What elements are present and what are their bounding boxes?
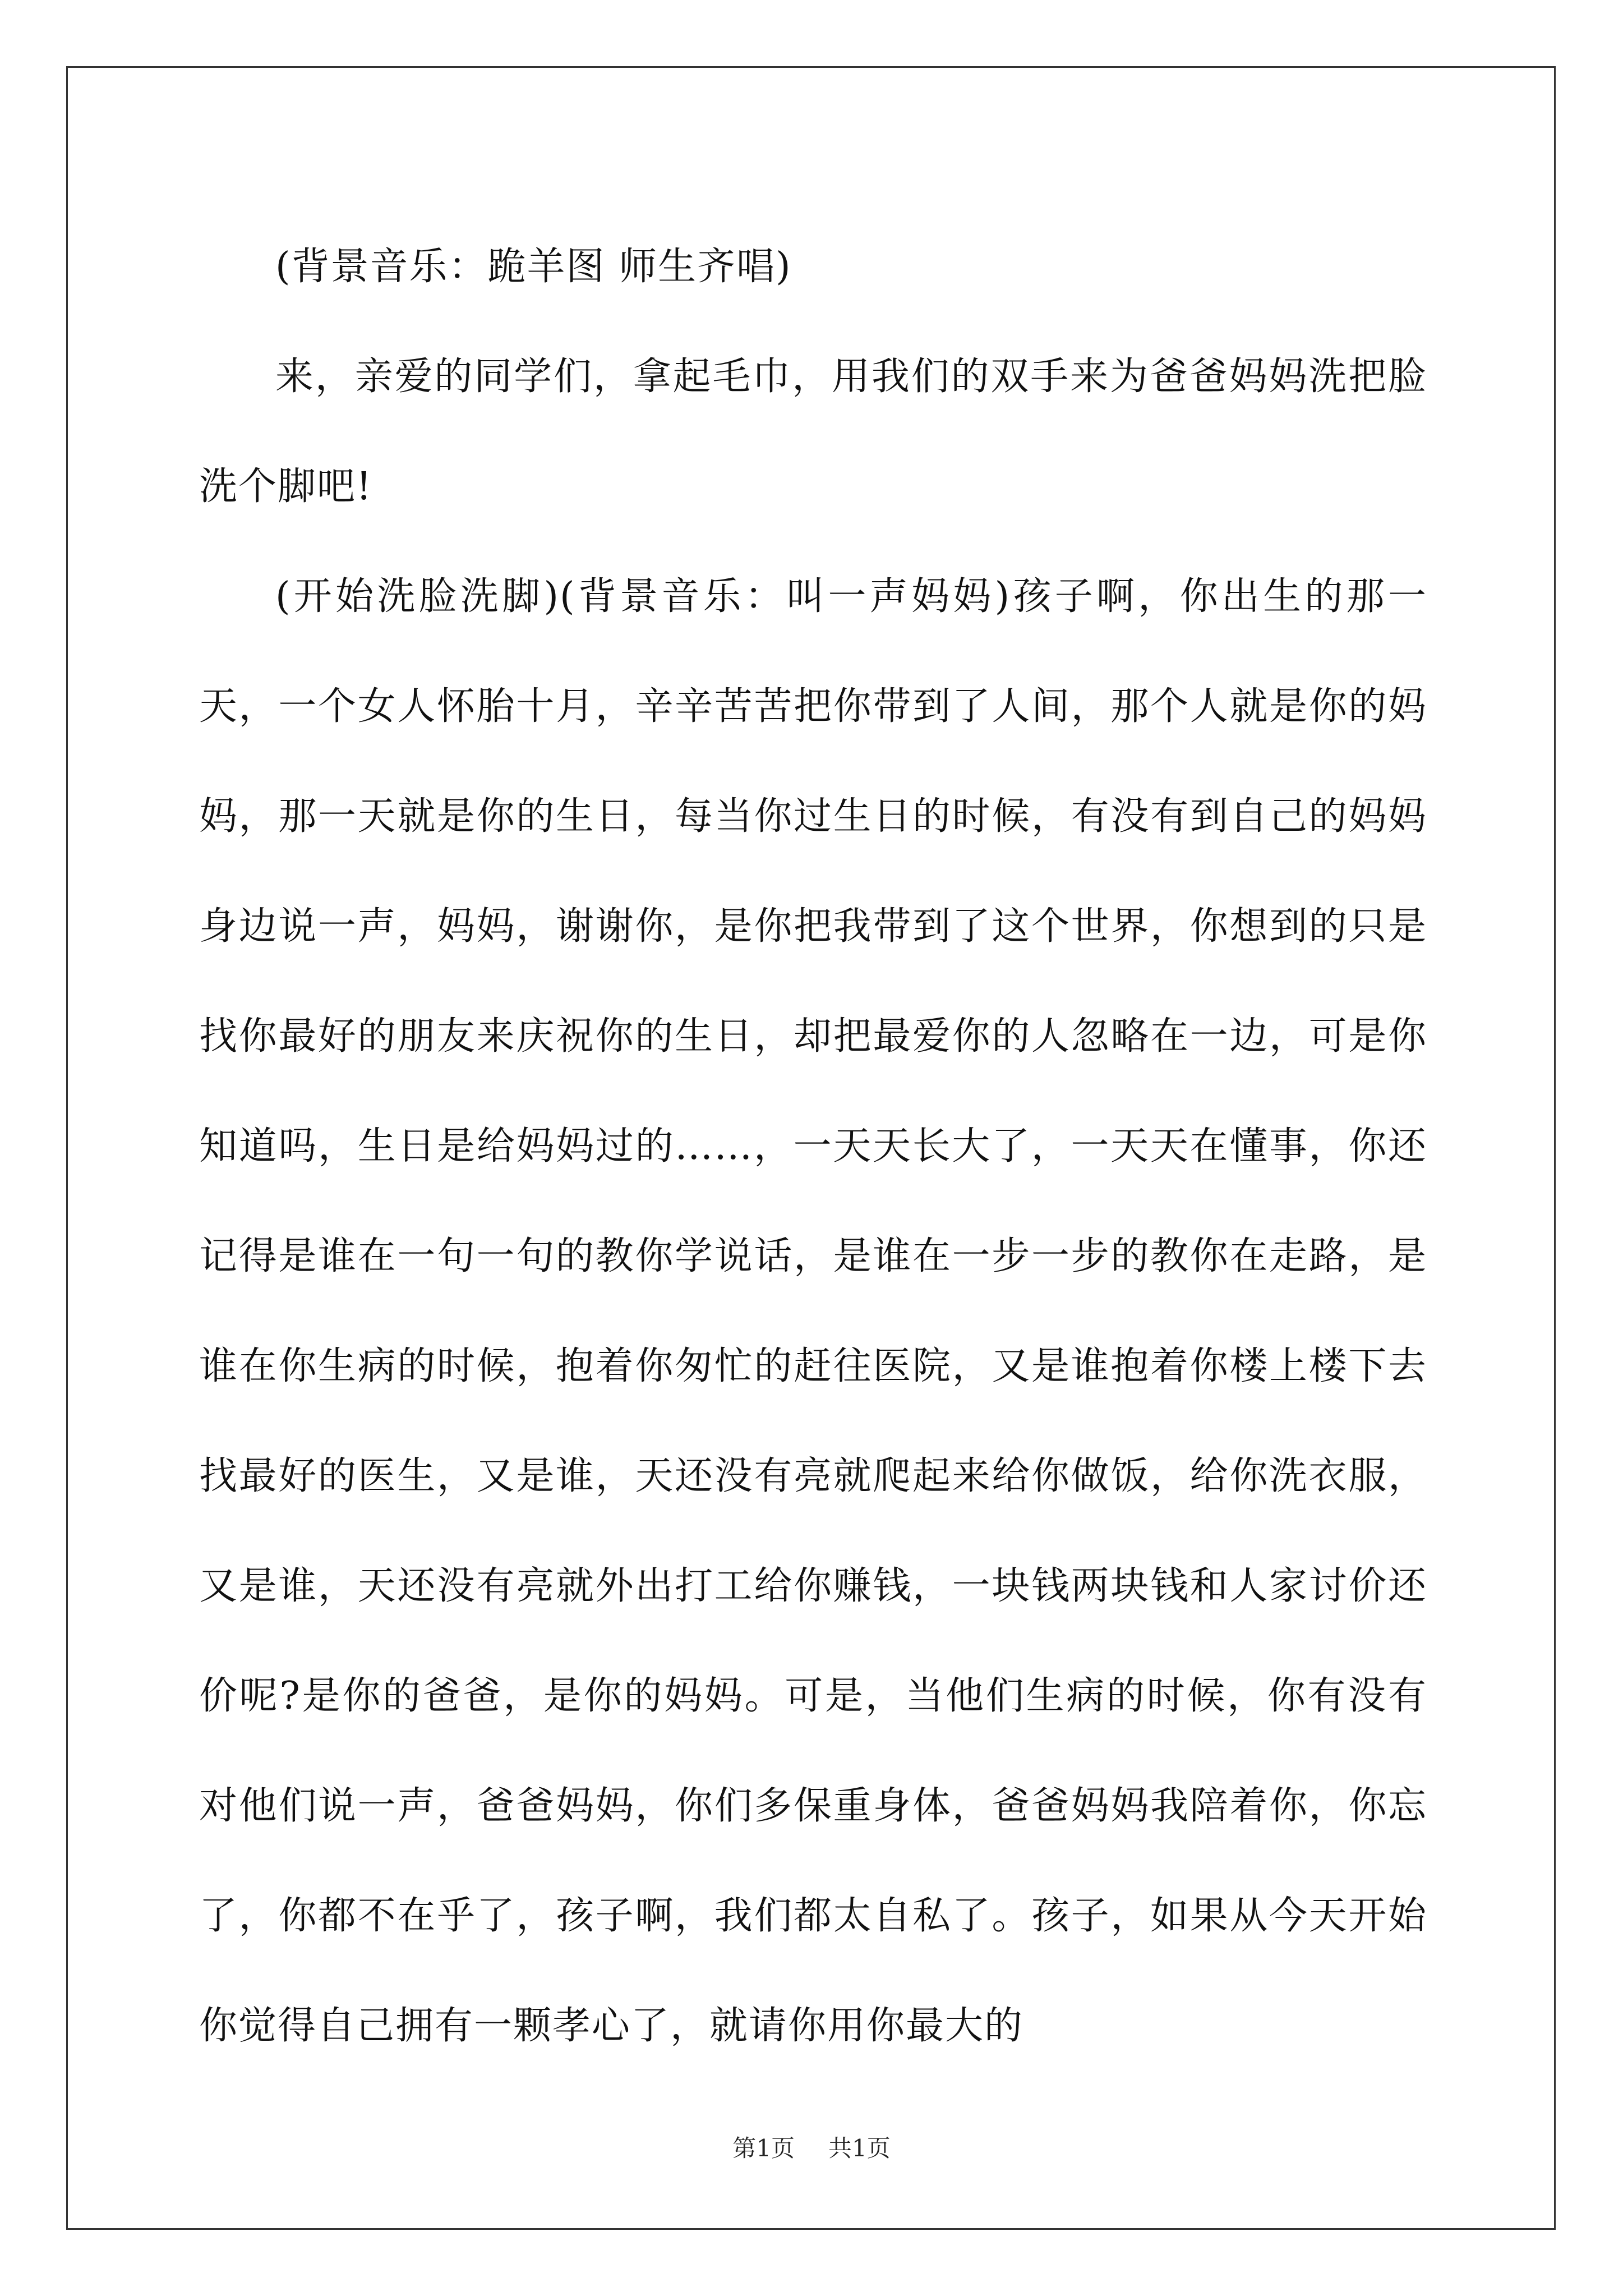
page-number: 第1页 <box>732 2134 795 2162</box>
paragraph: 来，亲爱的同学们，拿起毛巾，用我们的双手来为爸爸妈妈洗把脸洗个脚吧! <box>199 355 1427 509</box>
paragraph: (开始洗脸洗脚)(背景音乐：叫一声妈妈)孩子啊，你出生的那一天，一个女人怀胎十月，辛辛苦苦把你带到了人间，那个人就是你的妈妈，那一天就是你的生日，每当你过生日的时候，有没有到自己的妈妈身边说一声，妈妈，谢谢你，是你把我带到了这个世界，你想到的只是找你最好的朋友来庆祝你的生日，却把最爱你的人忽略在一边，可是你知道吗，生日是给妈妈过的……，一天天长大了，一天天在懂事，你还记得是谁在一句一句的教你学说话，是谁在一步一步的教你在走路，是谁在你生病的时候，抱着你匆忙的赶往医院，又是谁抱着你楼上楼下去找最好的医生，又是谁，天还没有亮就爬起来给你做饭，给你洗衣服，又是谁，天还没有亮就外出打工给你赚钱，一块钱两块钱和人家讨价还价呢?是你的爸爸，是你的妈妈。可是，当他们生病的时候，你有没有对他们说一声，爸爸妈妈，你们多保重身体，爸爸妈妈我陪着你，你忘了，你都不在乎了，孩子啊，我们都太自私了。孩子，如果从今天开始你觉得自己拥有一颗孝心了，就请你用你最大的 <box>199 574 1427 2048</box>
document-body <box>199 212 1427 2081</box>
page-total: 共1页 <box>828 2134 891 2162</box>
page-footer <box>0 2132 1623 2165</box>
paragraph: (背景音乐：跪羊图 师生齐唱) <box>275 245 792 289</box>
